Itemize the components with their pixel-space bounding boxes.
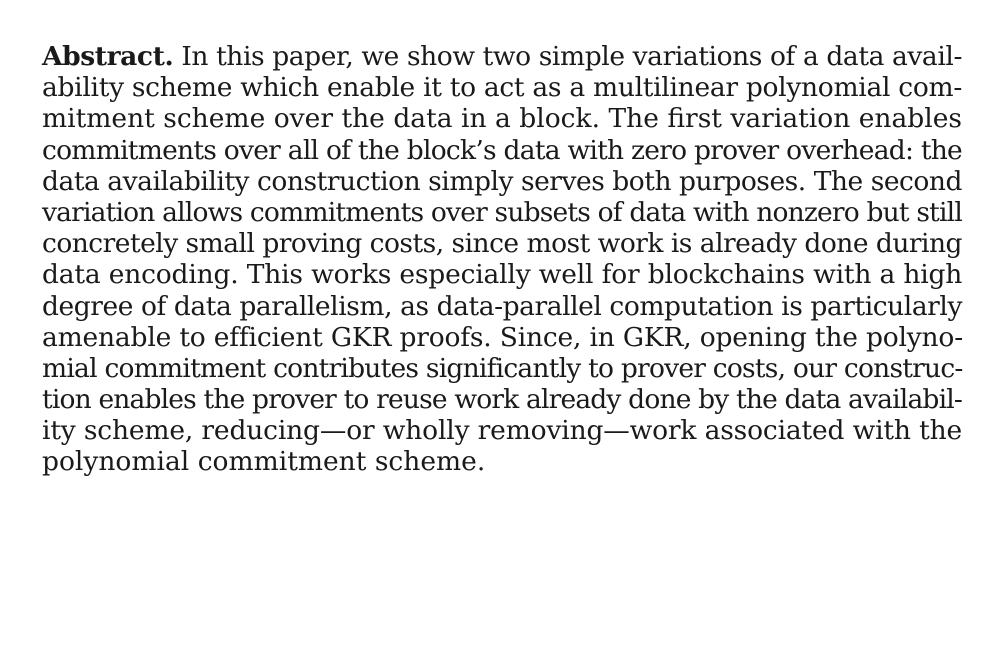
abstract-paragraph	[42, 41, 962, 478]
abstract-line: degree of data parallelism, as data-parallel computation is particularly	[42, 290, 962, 322]
abstract-line: ity scheme, reducing—or wholly removing—work associated with the	[42, 415, 962, 447]
abstract-line: data availability construction simply serves both purposes. The second	[42, 165, 962, 197]
abstract-label: Abstract.	[42, 41, 174, 72]
abstract-line	[42, 41, 962, 72]
abstract-line-text: In this paper, we show two simple variations of a data avail-	[173, 41, 962, 72]
abstract-line: tion enables the prover to reuse work already done by the data availabil-	[42, 384, 962, 416]
abstract-line: mitment scheme over the data in a block. The first variation enables	[42, 103, 962, 135]
abstract-line: ability scheme which enable it to act as a multilinear polynomial com-	[42, 72, 962, 104]
abstract-line: variation allows commitments over subsets of data with nonzero but still	[42, 196, 962, 228]
abstract-line: concretely small proving costs, since most work is already done during	[42, 228, 962, 260]
abstract-line: amenable to efficient GKR proofs. Since, in GKR, opening the polyno-	[42, 321, 963, 353]
abstract-line: data encoding. This works especially well for blockchains with a high	[42, 259, 963, 291]
abstract-line: polynomial commitment scheme.	[42, 446, 486, 478]
abstract-line: mial commitment contributes significantly to prover costs, our construc-	[42, 352, 963, 384]
abstract-line: commitments over all of the block’s data with zero prover overhead: the	[42, 134, 962, 166]
